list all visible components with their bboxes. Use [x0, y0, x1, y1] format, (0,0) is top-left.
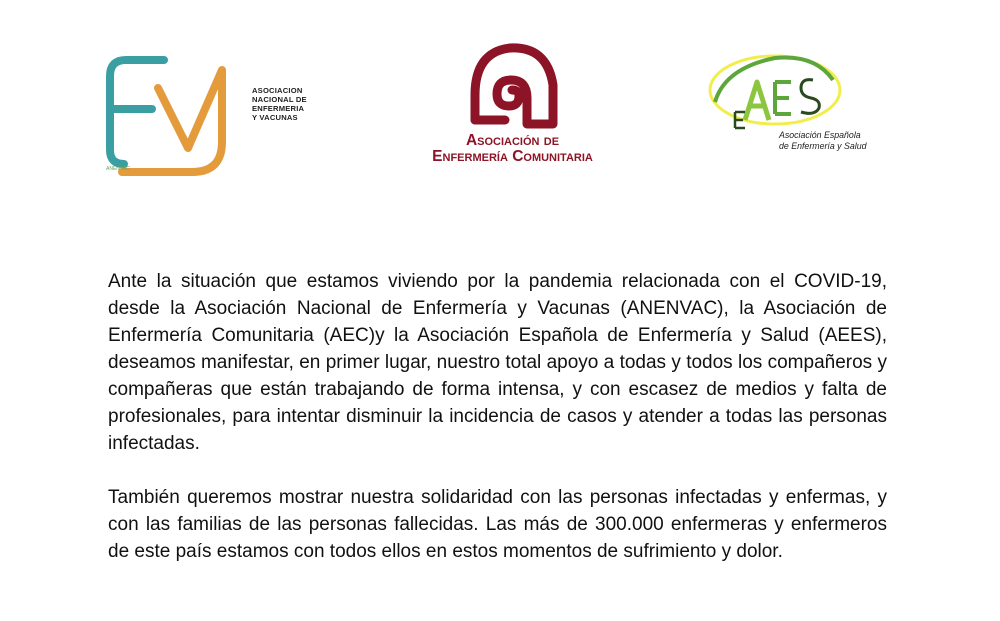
- aees-name: [779, 130, 867, 151]
- aec-spiral-mark: [465, 40, 560, 132]
- aees-line-2: de Enfermería y Salud: [779, 140, 867, 151]
- statement-body: [108, 268, 887, 565]
- aees-logo: [705, 50, 885, 160]
- paragraph-solidarity: También queremos mostrar nuestra solidaridad con las personas infectadas y enfermas, y con las familias de las personas fallecidas. Las más de 300.000 enfermeras y enfermeros de este país estamos con todos ellos en estos momentos de sufrimiento y dolor.: [108, 487, 887, 562]
- aec-logo: [420, 40, 605, 170]
- anenvac-line-3: ENFERMERIA: [252, 104, 305, 113]
- anenvac-name: [252, 86, 307, 122]
- anenvac-logo: [104, 52, 334, 182]
- aec-name-line-2: Enfermería Comunitaria: [432, 148, 593, 165]
- paragraph-support: Ante la situación que estamos viviendo por la pandemia relacionada con el COVID-19, desde la Asociación Nacional de Enfermería y Vacunas (ANENVAC), la Asociación de Enfermería Comunitaria (AEC)y la Asociación Española de Enfermería y Salud (AEES), deseamos manifestar, en primer lugar, nuestro total apoyo a todas y todos los compañeros y compañeras que están trabajando de forma intensa, y con escasez de medios y falta de profesionales, para intentar disminuir la incidencia de casos y atender a todas las personas infectadas.: [108, 271, 887, 454]
- anenvac-small-text: ANENVAC: [106, 166, 130, 172]
- anenvac-ev-mark: [104, 52, 244, 177]
- anenvac-line-4: Y VACUNAS: [252, 113, 298, 122]
- logo-header: [0, 0, 1000, 200]
- anenvac-line-2: NACIONAL DE: [252, 95, 307, 104]
- aees-letters-mark: [705, 50, 845, 130]
- aec-name-line-1: Asociación de: [465, 132, 560, 149]
- aees-line-1: Asociación Española: [779, 130, 861, 140]
- anenvac-line-1: ASOCIACION: [252, 86, 303, 95]
